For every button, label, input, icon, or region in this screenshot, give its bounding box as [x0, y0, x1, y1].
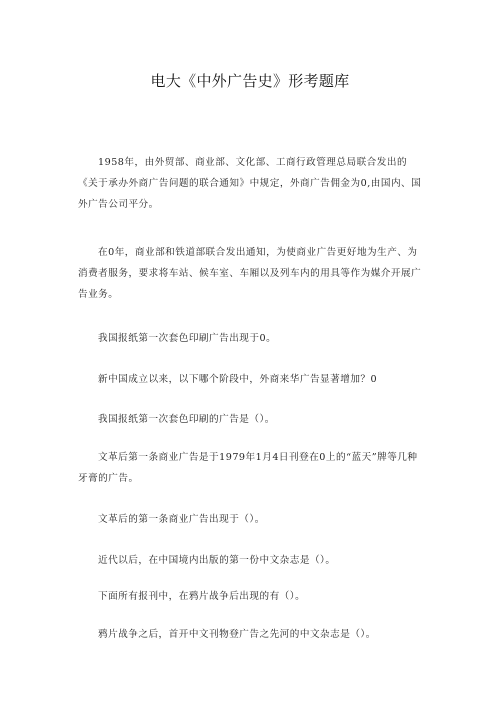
document-title: 电大《中外广告史》形考题库	[150, 72, 350, 90]
paragraph: 鸦片战争之后，首开中文刊物登广告之先河的中文杂志是（）。	[98, 628, 376, 640]
paragraph: 我国报纸第一次套色印刷的广告是（）。	[98, 413, 275, 425]
paragraph: 下面所有报刊中，在鸦片战争后出现的有（）。	[98, 590, 306, 602]
paragraph: 我国报纸第一次套色印刷广告出现于0。	[98, 332, 277, 344]
paragraph: 新中国成立以来，以下哪个阶段中，外商来华广告显著增加？0	[98, 373, 378, 385]
paragraph: 近代以后，在中国境内出版的第一份中文杂志是（）。	[98, 554, 336, 566]
paragraph: 文革后的第一条商业广告出现于（）。	[98, 513, 265, 525]
paragraph: 在0年，商业部和铁道部联合发出通知，为使商业广告更好地为生产、为消费者服务，要求将车站、候车室、车厢以及列车内的用具等作为媒介开展广告业务。	[78, 246, 422, 300]
paragraph: 文革后第一条商业广告是于1979年1月4日刊登在0上的“蓝天”牌等几种牙膏的广告。	[78, 451, 418, 484]
paragraph: 1958年，由外贸部、商业部、文化部、工商行政管理总局联合发出的《关于承办外商广告问题的联合通知》中规定，外商广告佣金为0,由国内、国外广告公司平分。	[78, 156, 422, 210]
